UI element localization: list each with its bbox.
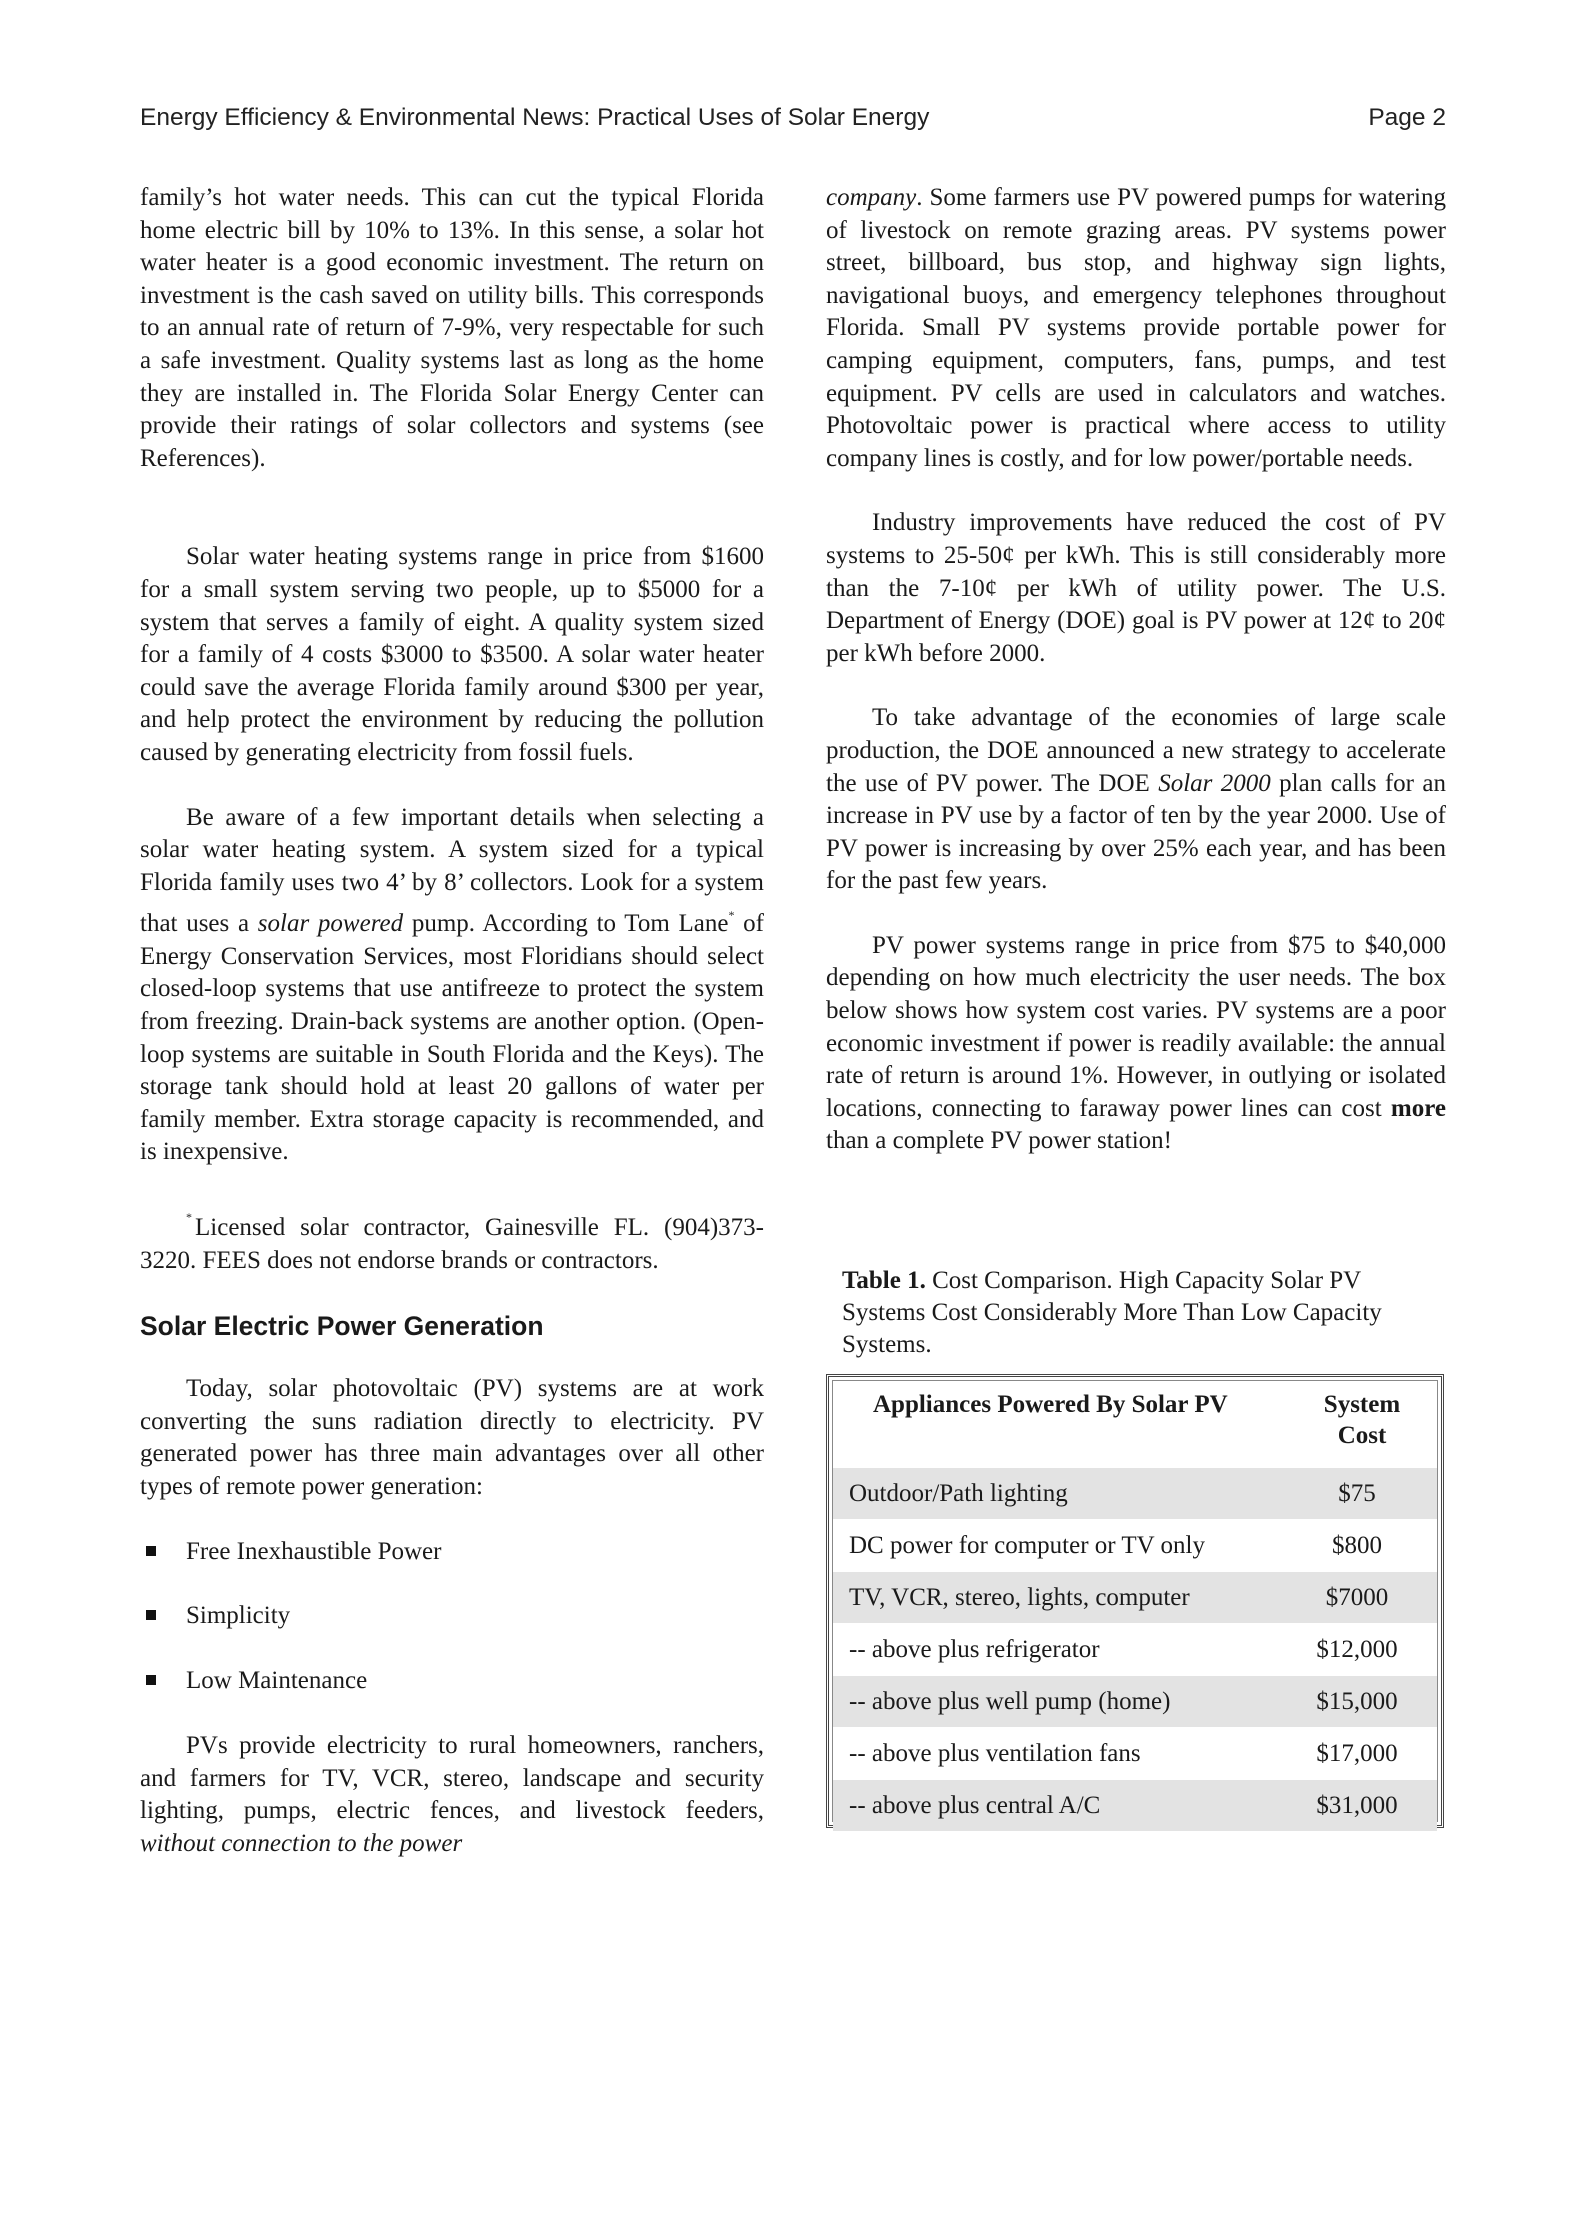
paragraph: company. Some farmers use PV powered pumps for watering of livestock on remote grazing areas. PV systems power street, billboard, bus stop, and highway sign lights, navigational buoys, and emergency telephones throughout Florida. Small PV systems provide portable power for camping equipment, computers, fans, pumps, and test equipment. PV cells are used in calculators and watches. Photovoltaic power is practical where access to utility company lines is costly, and for low power/portable needs. xyxy=(826,184,1446,472)
table-cell: $7000 xyxy=(1297,1571,1437,1623)
footnote-mark: * xyxy=(186,1210,192,1225)
table-cell: $17,000 xyxy=(1297,1727,1437,1779)
table-row xyxy=(833,1623,1437,1675)
page-number: Page 2 xyxy=(1368,104,1446,131)
table-cell: -- above plus central A/C xyxy=(833,1779,1297,1831)
section-heading: Solar Electric Power Generation xyxy=(140,1311,544,1342)
advantages-list xyxy=(140,1536,764,1730)
table-cell: TV, VCR, stereo, lights, computer xyxy=(833,1571,1297,1623)
cost-table xyxy=(833,1381,1437,1831)
table-row xyxy=(833,1727,1437,1779)
table-row xyxy=(833,1571,1437,1623)
column-header: System Cost xyxy=(1323,1391,1401,1449)
table-cell: $15,000 xyxy=(1297,1675,1437,1727)
paragraph: PV power systems range in price from $75 to $40,000 depending on how much electricity the user needs. The box below shows how system cost varies. PV systems are a poor economic investment if power is readily available: the annual rate of return is around 1%. However, in outlying or isolated locations, connecting to faraway power lines can cost more than a complete PV power station! xyxy=(826,931,1446,1155)
table-cell: DC power for computer or TV only xyxy=(833,1519,1297,1571)
table-cell: $31,000 xyxy=(1297,1779,1437,1831)
cost-comparison-table xyxy=(826,1374,1444,1828)
left-column xyxy=(140,182,764,1860)
paragraph: Solar water heating systems range in price from $1600 for a small system serving two people, up to $5000 for a system that serves a family of eight. A quality system sized for a family of 4 costs $3000 to $3500. A solar water heater could save the average Florida family around $300 per year, and help protect the environment by reducing the pollution caused by generating electricity from fossil fuels. xyxy=(140,543,764,766)
paragraph: To take advantage of the economies of large scale production, the DOE announced a new strategy to accelerate the use of PV power. The DOE Solar 2000 plan calls for an increase in PV use by a factor of ten by the year 2000. Use of PV power is increasing by over 25% each year, and has been for the past few years. xyxy=(826,704,1447,895)
square-bullet-icon xyxy=(146,1546,156,1556)
table-row xyxy=(833,1779,1437,1831)
paragraph: PVs provide electricity to rural homeowners, ranchers, and farmers for TV, VCR, stereo, landscape and security lighting, pumps, electric fences, and livestock feeders, without connection to the power xyxy=(140,1731,764,1857)
paragraph: family’s hot water needs. This can cut the typical Florida home electric bill by 10% to 13%. In this sense, a solar hot water heater is a good economic investment. The return on investment is the cash saved on utility bills. This corresponds to an annual rate of return of 7-9%, very respectable for such a safe investment. Quality systems last as long as the home they are installed in. The Florida Solar Energy Center can provide their ratings of solar collectors and systems (see References). xyxy=(140,184,764,472)
list-item: Low Maintenance xyxy=(140,1665,764,1730)
table-cell: $12,000 xyxy=(1297,1623,1437,1675)
list-item: Free Inexhaustible Power xyxy=(140,1536,764,1601)
table-row xyxy=(833,1675,1437,1727)
table-cell: Outdoor/Path lighting xyxy=(833,1467,1297,1519)
footnote: * Licensed solar contractor, Gainesville FL. (904)373-3220. FEES does not endorse brands or contractors. xyxy=(140,1210,764,1274)
table-cell: -- above plus refrigerator xyxy=(833,1623,1297,1675)
paragraph: Today, solar photovoltaic (PV) systems are at work converting the suns radiation directly to electricity. PV generated power has three main advantages over all other types of remote power generation: xyxy=(140,1375,764,1500)
footnote-reference: * xyxy=(728,908,735,923)
column-header: Appliances Powered By Solar PV xyxy=(873,1391,1228,1418)
right-column xyxy=(826,182,1446,1158)
list-item: Simplicity xyxy=(140,1600,764,1665)
table-cell: -- above plus well pump (home) xyxy=(833,1675,1297,1727)
square-bullet-icon xyxy=(146,1675,156,1685)
paragraph: Be aware of a few important details when selecting a solar water heating system. A system sized for a typical Florida family uses two 4’ by 8’ collectors. Look for a system that uses a solar powered pump. According to Tom Lane* of Energy Conservation Services, most Floridians should select closed-loop systems that use antifreeze to protect the system from freezing. Drain-back systems are another option. (Open-loop systems are suitable in South Florida and the Keys). The storage tank should hold at least 20 gallons of water per family member. Extra storage capacity is recommended, and is inexpensive. xyxy=(140,803,764,1166)
paragraph: Industry improvements have reduced the cost of PV systems to 25-50¢ per kWh. This is still considerably more than the 7-10¢ per kWh of utility power. The U.S. Department of Energy (DOE) goal is PV power at 12¢ to 20¢ per kWh before 2000. xyxy=(826,509,1446,667)
table-cell: -- above plus ventilation fans xyxy=(833,1727,1297,1779)
header-title: Energy Efficiency & Environmental News: Practical Uses of Solar Energy xyxy=(140,104,930,131)
table-caption: Table 1. Cost Comparison. High Capacity Solar PV Systems Cost Considerably More Than Low Capacity Systems. xyxy=(842,1267,1382,1359)
running-header xyxy=(140,104,1446,144)
table-cell: $800 xyxy=(1297,1519,1437,1571)
table-row xyxy=(833,1467,1437,1519)
square-bullet-icon xyxy=(146,1610,156,1620)
table-cell: $75 xyxy=(1297,1467,1437,1519)
table-header-row xyxy=(833,1381,1437,1467)
table-row xyxy=(833,1519,1437,1571)
